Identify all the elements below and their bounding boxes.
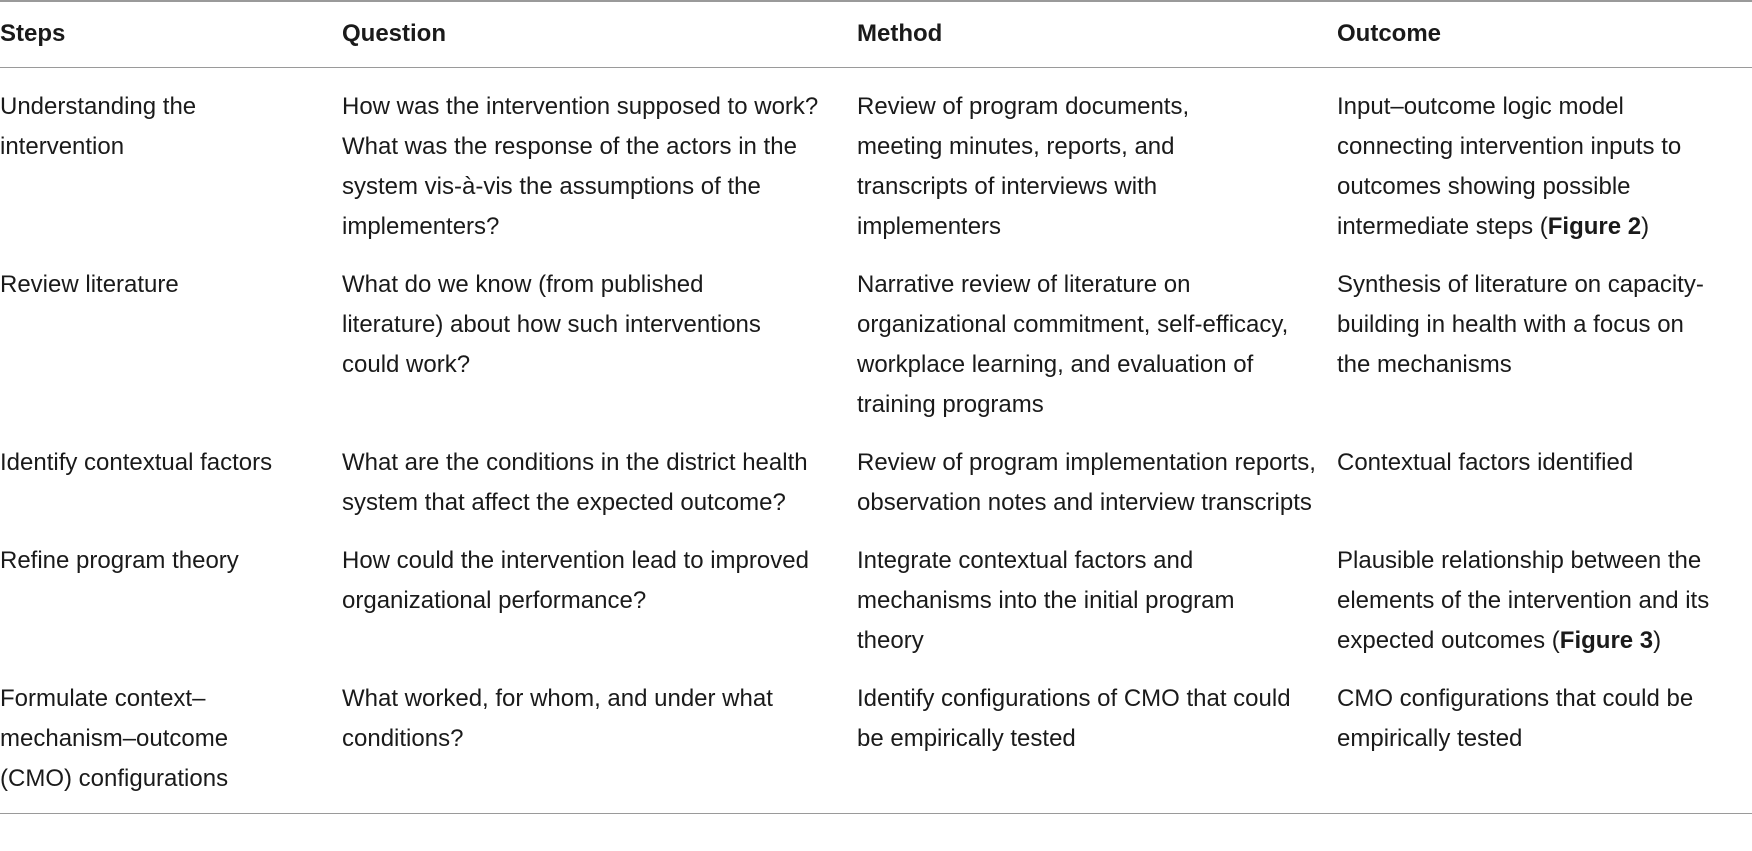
- cell-question: How was the intervention supposed to work? What was the response of the actors in the system vis-à-vis the assumptions of the implementers?: [342, 93, 819, 240]
- outcome-text: Input–outcome logic model connecting intervention inputs to outcomes showing possible intermediate steps (: [1337, 93, 1682, 240]
- cell-steps: Understanding the intervention: [0, 93, 197, 160]
- table-row: [0, 531, 1752, 669]
- outcome-text: Plausible relationship between the elements of the intervention and its expected outcomes (: [1337, 547, 1710, 654]
- cell-question: What are the conditions in the district health system that affect the expected outcome?: [342, 449, 808, 516]
- cell-steps: Refine program theory: [0, 547, 239, 574]
- header-question: Question: [342, 1, 857, 68]
- header-row: [0, 1, 1752, 68]
- cell-outcome: [1337, 255, 1752, 433]
- outcome-text: CMO configurations that could be empirically tested: [1337, 685, 1694, 752]
- outcome-text: Contextual factors identified: [1337, 449, 1634, 476]
- cell-outcome: [1337, 433, 1752, 531]
- cell-question: How could the intervention lead to improved organizational performance?: [342, 547, 809, 614]
- header-method: Method: [857, 1, 1337, 68]
- outcome-text: Synthesis of literature on capacity-building in health with a focus on the mechanisms: [1337, 271, 1704, 378]
- cell-outcome: [1337, 531, 1752, 669]
- cell-question: What worked, for whom, and under what conditions?: [342, 685, 773, 752]
- outcome-text-end: ): [1653, 627, 1662, 654]
- cell-method: Review of program documents, meeting minutes, reports, and transcripts of interviews with implementers: [857, 93, 1190, 240]
- cell-outcome: [1337, 68, 1752, 256]
- table-row: [0, 669, 1752, 814]
- cell-method: Integrate contextual factors and mechanisms into the initial program theory: [857, 547, 1235, 654]
- table-row: [0, 255, 1752, 433]
- outcome-text-end: ): [1641, 213, 1650, 240]
- header-steps: Steps: [0, 1, 342, 68]
- cell-steps: Identify contextual factors: [0, 449, 273, 476]
- cell-method: Identify configurations of CMO that could be empirically tested: [857, 685, 1291, 752]
- cell-outcome: [1337, 669, 1752, 814]
- cell-steps: Review literature: [0, 271, 179, 298]
- figure-reference: Figure 3: [1559, 627, 1654, 654]
- figure-reference: Figure 2: [1547, 213, 1642, 240]
- cell-method: Narrative review of literature on organizational commitment, self-efficacy, workplace learning, and evaluation of training programs: [857, 271, 1289, 418]
- header-outcome: Outcome: [1337, 1, 1752, 68]
- bottom-rule: [0, 814, 1752, 815]
- cell-question: What do we know (from published literature) about how such interventions could work?: [342, 271, 761, 378]
- cell-method: Review of program implementation reports, observation notes and interview transcripts: [857, 449, 1316, 516]
- table-row: [0, 433, 1752, 531]
- table-row: [0, 68, 1752, 256]
- cell-steps: Formulate context–mechanism–outcome (CMO) configurations: [0, 685, 229, 792]
